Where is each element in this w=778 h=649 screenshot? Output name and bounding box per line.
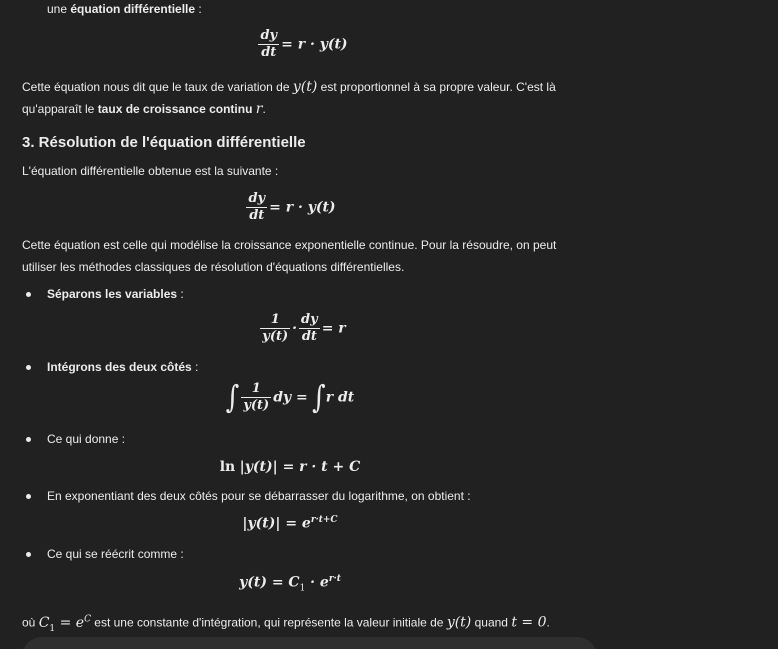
para-text: .	[262, 102, 266, 116]
equation-rhs: r dt	[325, 389, 355, 406]
exponent: r·t	[328, 574, 341, 584]
inline-math: t = 0	[511, 614, 547, 631]
para-text: .	[546, 615, 550, 630]
equation-log	[10, 459, 570, 475]
para-text: quand	[471, 615, 512, 630]
inline-math: y(t)	[446, 614, 472, 631]
bullet-dot	[26, 292, 31, 297]
exponent: C	[84, 614, 91, 624]
exponent: r·t+C	[310, 515, 338, 525]
fraction-dy-dt	[258, 28, 279, 61]
equation-mid: · e	[305, 574, 329, 591]
subscript: 1	[299, 583, 306, 594]
bullet-bold: Intégrons des deux côtés	[47, 360, 192, 374]
fraction-numerator: 1	[260, 312, 290, 329]
section-heading: 3. Résolution de l'équation différentielle	[22, 134, 306, 151]
paragraph-rate-explanation	[22, 76, 582, 120]
fraction-denominator: dt	[249, 208, 265, 223]
message-input-bar[interactable]	[22, 637, 597, 649]
fraction-one-over-y	[260, 312, 290, 345]
equation-rest: |y(t)| = r · t + C	[239, 459, 361, 475]
bullet-dot	[26, 552, 31, 557]
para-bold: taux de croissance continu	[97, 102, 253, 116]
inline-math: y(t)	[292, 79, 318, 95]
fraction-denominator: y(t)	[243, 398, 270, 413]
bullet-bold: Séparons les variables	[47, 287, 178, 301]
fraction-denominator: dt	[261, 45, 277, 60]
para-text: qu'apparaît le	[22, 102, 98, 116]
fraction-dy-dt	[299, 312, 320, 345]
integral-sign: ∫	[312, 379, 326, 416]
equation-dy-dt-1	[22, 28, 582, 61]
fraction-numerator: dy	[301, 312, 318, 327]
equation-integral	[10, 381, 570, 414]
equation-lhs: |y(t)| = e	[242, 515, 311, 532]
fraction-numerator: 1	[241, 381, 271, 398]
integral-sign: ∫	[225, 379, 240, 416]
ln-operator: ln	[219, 459, 236, 475]
intro-partial-line	[47, 0, 607, 20]
paragraph-equation-intro: L'équation différentielle obtenue est la suivante :	[22, 164, 279, 178]
equation-solution	[10, 574, 570, 593]
fraction-denominator: dt	[301, 329, 317, 344]
intro-text-end: :	[195, 2, 202, 16]
para-text: où	[22, 615, 39, 630]
fraction-dy-dt	[246, 191, 267, 224]
inline-math: r	[255, 101, 263, 117]
bullet-text: Ce qui donne :	[47, 432, 126, 446]
equation-rhs: = r · y(t)	[269, 199, 336, 216]
bullet-text: En exponentiant des deux côtés pour se débarrasser du logarithme, on obtient :	[47, 489, 471, 503]
equation-rhs: = r · y(t)	[281, 36, 348, 53]
inline-math: C	[38, 614, 50, 631]
para-text: est une constante d'intégration, qui représente la valeur initiale de	[90, 615, 447, 630]
equation-dy-dt-2	[10, 191, 570, 224]
bullet-dot	[26, 365, 31, 370]
equation-separated	[22, 312, 582, 345]
bullet-text: Ce qui se réécrit comme :	[47, 547, 184, 561]
intro-bold: équation différentielle	[70, 2, 196, 16]
equation-mid: dy =	[273, 389, 308, 406]
fraction-one-over-y	[241, 381, 271, 414]
equation-abs-exp	[10, 515, 570, 532]
fraction-denominator: y(t)	[262, 329, 289, 344]
para-line: Cette équation est celle qui modélise la croissance exponentielle continue. Pour la résoudre, on peut	[22, 238, 557, 252]
bullet-text: :	[191, 360, 199, 374]
para-line: utiliser les méthodes classiques de résolution d'équations différentielles.	[22, 260, 405, 274]
equation-rhs: = r	[321, 320, 346, 337]
fraction-numerator: dy	[248, 191, 266, 206]
bullet-dot	[26, 437, 31, 442]
fraction-numerator: dy	[260, 28, 278, 43]
subscript: 1	[49, 623, 56, 634]
equation-lhs: y(t) = C	[239, 574, 300, 591]
bullet-text: :	[177, 287, 184, 301]
bullet-dot	[26, 494, 31, 499]
inline-math: = e	[55, 614, 85, 631]
paragraph-constant	[22, 608, 582, 639]
intro-text: une	[47, 2, 71, 16]
para-text: est proportionnel à sa propre valeur. C'est là	[317, 80, 556, 94]
paragraph-exponential-model	[22, 234, 582, 278]
multiply-dot: ·	[292, 320, 298, 337]
para-text: Cette équation nous dit que le taux de variation de	[22, 80, 293, 94]
